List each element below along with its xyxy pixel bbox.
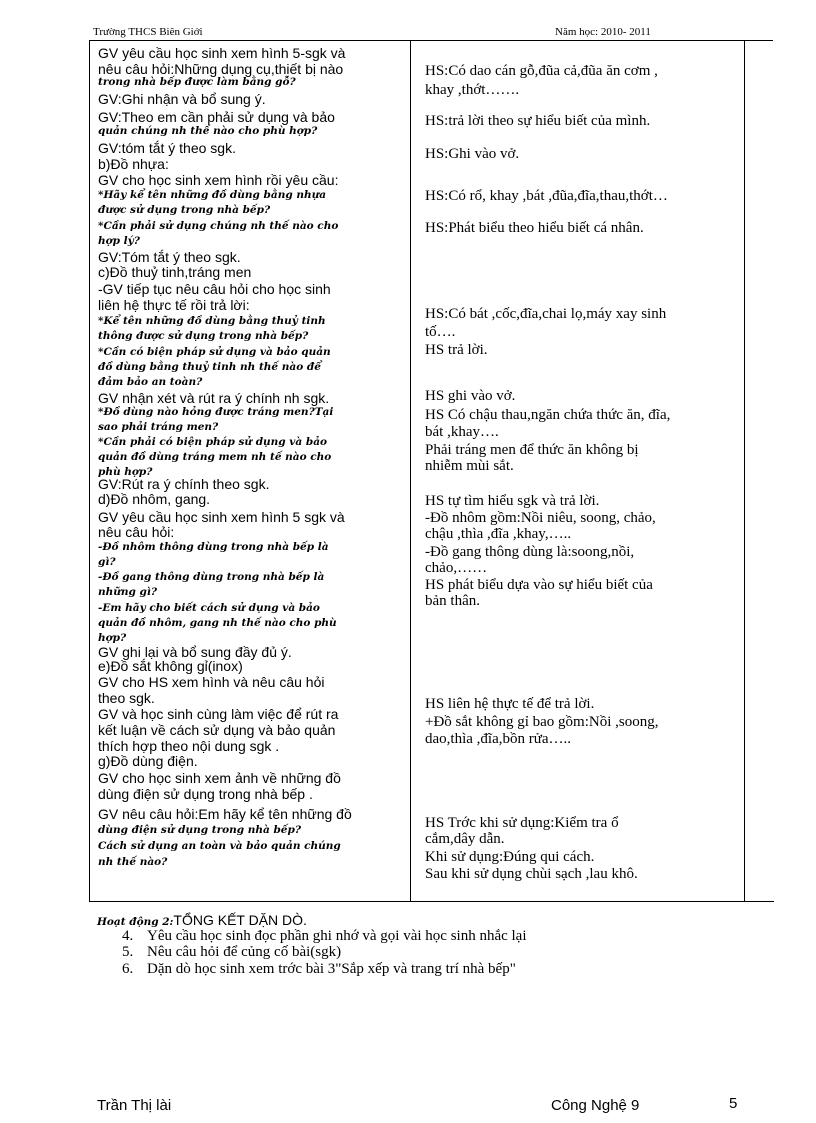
teacher-line: nh thế nào? — [98, 856, 168, 868]
teacher-line: *Hãy kể tên những đồ dùng bằng nhựa — [98, 189, 327, 201]
teacher-line: quản chúng nh thế nào cho phù hợp? — [98, 125, 318, 137]
list-item-number: 5. — [122, 944, 134, 960]
teacher-line: GV:tóm tắt ý theo sgk. — [98, 140, 236, 156]
student-line: chậu ,thìa ,đĩa ,khay,….. — [425, 526, 572, 542]
student-line: -Đồ nhôm gồm:Nồi niêu, soong, chảo, — [425, 510, 656, 526]
teacher-line: phù hợp? — [98, 466, 153, 478]
list-item-number: 4. — [122, 928, 134, 944]
teacher-line: GV nhận xét và rút ra ý chính nh sgk. — [98, 390, 330, 406]
teacher-line: e)Đồ sắt không gỉ(inox) — [98, 658, 243, 674]
student-line: khay ,thớt……. — [425, 82, 520, 98]
teacher-line: theo sgk. — [98, 690, 155, 706]
teacher-line: *Cần phải sử dụng chúng nh thế nào cho — [98, 220, 339, 232]
list-item — [122, 929, 527, 944]
student-line: dao,thìa ,đĩa,bồn rửa….. — [425, 731, 572, 747]
teacher-line: nêu câu hỏi:Những dụng cụ,thiết bị nào — [98, 61, 344, 77]
teacher-line: Cách sử dụng an toàn và bảo quản chúng — [98, 840, 341, 852]
student-line: bản thân. — [425, 593, 480, 609]
student-line: HS:Có rổ, khay ,bát ,đũa,đĩa,thau,thớt… — [425, 188, 668, 204]
list-item-text: Nêu câu hỏi để củng cố bài(sgk) — [147, 944, 342, 960]
teacher-line: dùng điện sử dụng trong nhà bếp . — [98, 786, 313, 802]
header-school-year: Năm học: 2010- 2011 — [555, 26, 651, 38]
teacher-line: những gì? — [98, 586, 158, 598]
student-line: Phải tráng men để thức ăn không bị — [425, 442, 639, 458]
student-line: HS trả lời. — [425, 342, 488, 358]
teacher-line: GV nêu câu hỏi:Em hãy kể tên những đồ — [98, 806, 352, 822]
teacher-line: *Cần có biện pháp sử dụng và bảo quản — [98, 346, 331, 358]
teacher-line: quản đồ dùng tráng mem nh tế nào cho — [98, 451, 332, 463]
teacher-line: thông được sử dụng trong nhà bếp? — [98, 330, 309, 342]
teacher-line: GV cho học sinh xem hình rồi yêu cầu: — [98, 172, 339, 188]
teacher-line: -GV tiếp tục nêu câu hỏi cho học sinh — [98, 281, 331, 297]
student-line: HS:Có dao cán gỗ,đũa cả,đũa ăn cơm , — [425, 63, 658, 79]
student-line: chảo,…… — [425, 560, 488, 576]
teacher-line: GV cho HS xem hình và nêu câu hỏi — [98, 674, 325, 690]
column-divider-right — [744, 40, 745, 901]
student-line: +Đồ sắt không gỉ bao gồm:Nồi ,soong, — [425, 714, 659, 730]
teacher-line: quản đồ nhôm, gang nh thế nào cho phù — [98, 617, 337, 629]
teacher-line: GV cho học sinh xem ảnh về những đồ — [98, 770, 341, 786]
list-item — [122, 962, 516, 977]
teacher-line: GV yêu cầu học sinh xem hình 5 sgk và — [98, 509, 345, 525]
teacher-line: *Kể tên những đồ dùng bằng thuỷ tinh — [98, 315, 326, 327]
student-line: -Đồ gang thông dùng là:soong,nồi, — [425, 544, 635, 560]
footer-page-number: 5 — [729, 1095, 738, 1112]
student-line: HS ghi vào vở. — [425, 388, 516, 404]
teacher-line: liên hệ thực tế rồi trả lời: — [98, 297, 250, 313]
student-line: HS phát biểu dựa vào sự hiểu biết của — [425, 577, 653, 593]
student-line: HS:Phát biểu theo hiểu biết cá nhân. — [425, 220, 644, 236]
teacher-line: g)Đồ dùng điện. — [98, 753, 198, 769]
teacher-line: thích hợp theo nội dung sgk . — [98, 738, 280, 754]
teacher-line: đồ dùng bằng thuỷ tinh nh thế nào để — [98, 361, 321, 373]
list-item-text: Yêu cầu học sinh đọc phần ghi nhớ và gọi vài học sinh nhắc lại — [147, 928, 527, 944]
teacher-line: GV:Rút ra ý chính theo sgk. — [98, 476, 270, 492]
teacher-line: GV ghi lại và bổ sung đầy đủ ý. — [98, 644, 292, 660]
teacher-line: -Đồ nhôm thông dùng trong nhà bếp là — [98, 541, 329, 553]
footer-subject: Công Nghệ 9 — [551, 1097, 640, 1114]
teacher-line: sao phải tráng men? — [98, 421, 219, 433]
teacher-line: được sử dụng trong nhà bếp? — [98, 204, 271, 216]
teacher-line: hợp lý? — [98, 235, 140, 247]
teacher-line: *Đồ dùng nào hỏng được tráng men?Tại — [98, 406, 334, 418]
teacher-line: GV:Ghi nhận và bổ sung ý. — [98, 91, 266, 107]
list-item-text: Dặn dò học sinh xem trớc bài 3"Sắp xếp và trang trí nhà bếp" — [147, 961, 516, 977]
student-line: cắm,dây dẫn. — [425, 831, 505, 847]
teacher-line: GV và học sinh cùng làm việc để rút ra — [98, 706, 339, 722]
student-line: HS:Ghi vào vở. — [425, 146, 520, 162]
student-line: bát ,khay…. — [425, 424, 499, 440]
teacher-line: b)Đồ nhựa: — [98, 156, 169, 172]
teacher-line: gì? — [98, 556, 116, 568]
teacher-line: dùng điện sử dụng trong nhà bếp? — [98, 824, 301, 836]
teacher-line: GV yêu cầu học sinh xem hình 5-sgk và — [98, 45, 346, 61]
student-line: HS liên hệ thực tế để trả lời. — [425, 696, 595, 712]
header-school: Trường THCS Biên Giới — [93, 26, 203, 38]
student-line: HS:trả lời theo sự hiểu biết của mình. — [425, 113, 651, 129]
activity-label: Hoạt động 2: — [97, 916, 174, 928]
teacher-line: hợp? — [98, 632, 127, 644]
student-line: tố…. — [425, 324, 456, 340]
teacher-line: kết luận về cách sử dụng và bảo quản — [98, 722, 336, 738]
teacher-line: d)Đồ nhôm, gang. — [98, 491, 211, 507]
student-line: HS tự tìm hiểu sgk và trả lời. — [425, 493, 600, 509]
teacher-line: GV:Theo em cần phải sử dụng và bảo — [98, 109, 335, 125]
teacher-line: -Đồ gang thông dùng trong nhà bếp là — [98, 571, 325, 583]
teacher-line: -Em hãy cho biết cách sử dụng và bảo — [98, 602, 320, 614]
footer-author: Trần Thị lài — [97, 1097, 172, 1114]
activity-title: TỔNG KẾT DẶN DÒ. — [173, 912, 307, 928]
teacher-line: đảm bảo an toàn? — [98, 376, 203, 388]
teacher-line: trong nhà bếp được làm bằng gỗ? — [98, 76, 296, 88]
student-line: Khi sử dụng:Đúng qui cách. — [425, 849, 595, 865]
student-line: Sau khi sử dụng chùi sạch ,lau khô. — [425, 866, 638, 882]
student-line: HS Trớc khi sử dụng:Kiểm tra ổ — [425, 815, 619, 831]
student-line: nhiễm mùi sắt. — [425, 458, 514, 474]
list-item — [122, 945, 341, 960]
teacher-line: nêu câu hỏi: — [98, 524, 175, 540]
column-divider-left — [410, 40, 411, 901]
student-line: HS Có chậu thau,ngăn chứa thức ăn, đĩa, — [425, 407, 671, 423]
teacher-line: *Cần phải có biện pháp sử dụng và bảo — [98, 436, 328, 448]
teacher-line: GV:Tóm tắt ý theo sgk. — [98, 249, 241, 265]
student-line: HS:Có bát ,cốc,đĩa,chai lọ,máy xay sinh — [425, 306, 667, 322]
list-item-number: 6. — [122, 961, 134, 977]
teacher-line: c)Đồ thuỷ tinh,tráng men — [98, 264, 252, 280]
